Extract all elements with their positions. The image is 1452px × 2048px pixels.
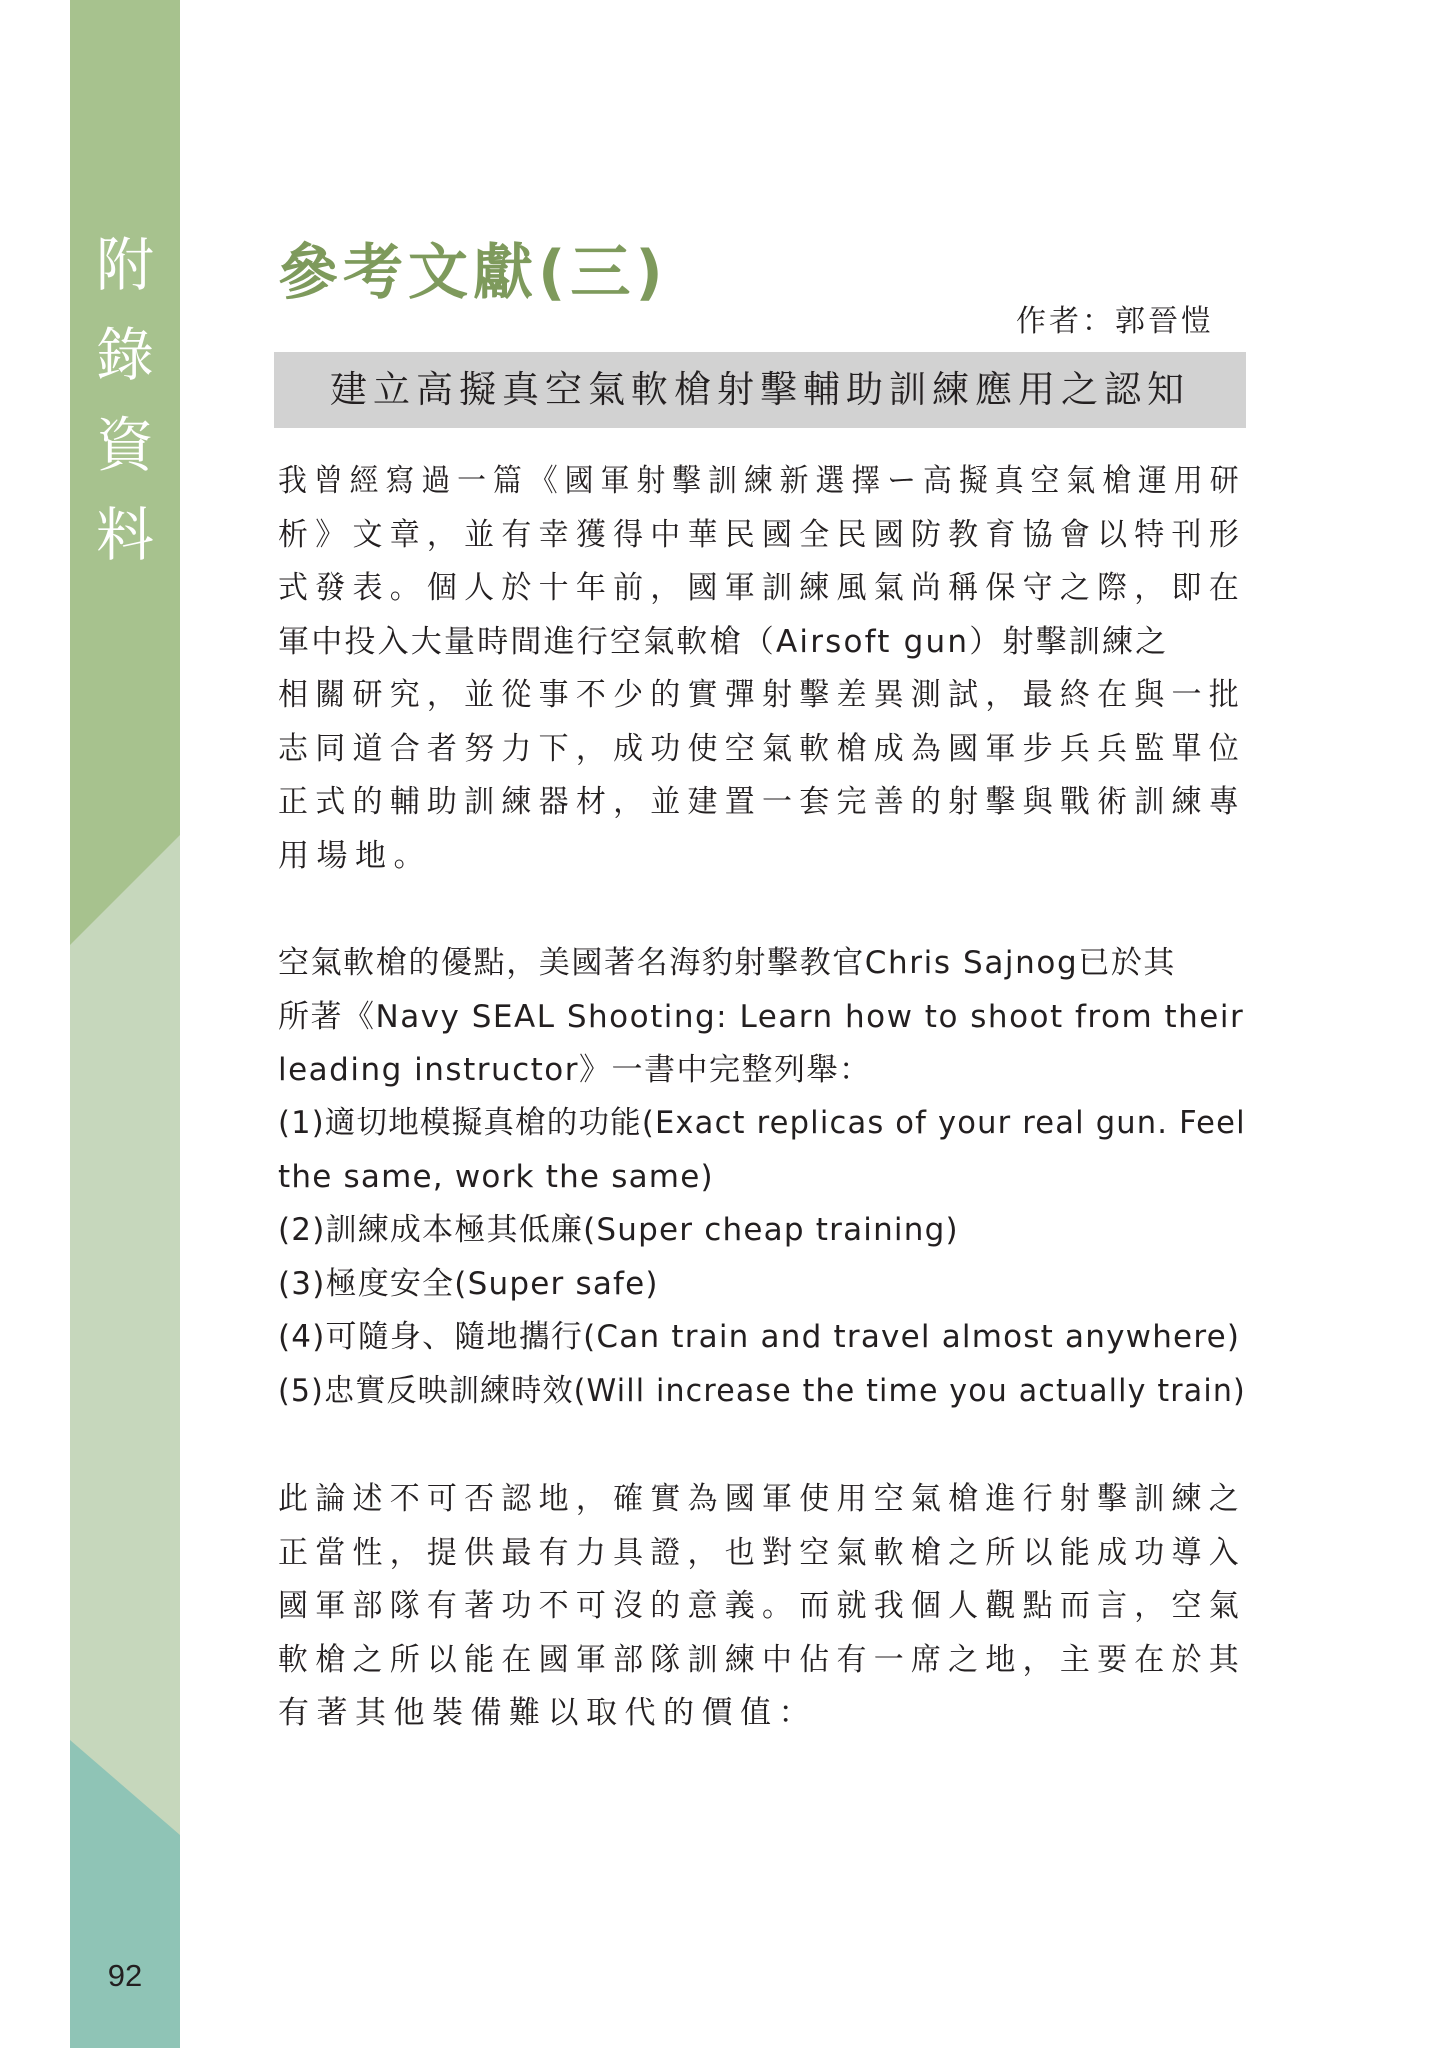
text-line: 正當性，提供最有力具證，也對空氣軟槍之所以能成功導入: [278, 1534, 1246, 1571]
subtitle-banner: [274, 352, 1246, 428]
list-item-continuation: the same, work the same): [278, 1158, 714, 1195]
text-line: 所著《Navy SEAL Shooting: Learn how to shoot from their: [278, 998, 1245, 1035]
section-char: 附: [95, 231, 154, 299]
section-char: 資: [95, 411, 154, 479]
text-line: 有著其他裝備難以取代的價值：: [278, 1695, 817, 1731]
section-label: [70, 220, 180, 580]
text-line: 相關研究，並從事不少的實彈射擊差異測試，最終在與一批: [278, 677, 1246, 713]
list-item: (2)訓練成本極其低廉(Super cheap training): [278, 1212, 959, 1248]
list-item: (3)極度安全(Super safe): [278, 1265, 659, 1302]
list-item: (4)可隨身、隨地攜行(Can train and travel almost anywhere): [278, 1319, 1241, 1355]
text-line: 此論述不可否認地，確實為國軍使用空氣槍進行射擊訓練之: [278, 1481, 1246, 1517]
paragraph-1: [278, 455, 1246, 883]
paragraph-3: [278, 1473, 1246, 1741]
text-line: 志同道合者努力下，成功使空氣軟槍成為國軍步兵兵監單位: [278, 730, 1246, 767]
article-subtitle: 建立高擬真空氣軟槍射擊輔助訓練應用之認知: [330, 368, 1190, 411]
author-line: 作者：郭晉愷: [1016, 304, 1214, 339]
advantages-list: [278, 1097, 1246, 1418]
section-sidebar: [70, 0, 180, 2048]
page-number: 92: [107, 1958, 143, 1993]
text-line: 析》文章，並有幸獲得中華民國全民國防教育協會以特刊形: [278, 516, 1246, 553]
section-char: 料: [95, 501, 154, 569]
text-line: 國軍部隊有著功不可沒的意義。而就我個人觀點而言，空氣: [278, 1588, 1246, 1624]
text-line: 軍中投入大量時間進行空氣軟槍（Airsoft gun）射擊訓練之: [278, 623, 1169, 660]
text-line: 我曾經寫過一篇《國軍射擊訓練新選擇ー高擬真空氣槍運用研: [278, 463, 1246, 499]
text-line: 用場地。: [278, 837, 432, 874]
section-char: 錄: [95, 321, 154, 389]
page-title: 參考文獻(三): [278, 238, 668, 308]
text-line: 式發表。個人於十年前，國軍訓練風氣尚稱保守之際，即在: [278, 570, 1246, 606]
text-line: 軟槍之所以能在國軍部隊訓練中佔有一席之地，主要在於其: [278, 1641, 1246, 1678]
paragraph-2: [278, 937, 1246, 1098]
text-line: 正式的輔助訓練器材，並建置一套完善的射擊與戰術訓練專: [278, 784, 1246, 820]
text-line: 空氣軟槍的優點，美國著名海豹射擊教官Chris Sajnog已於其: [278, 945, 1177, 981]
text-line: leading instructor》一書中完整列舉：: [278, 1052, 872, 1088]
list-item: (1)適切地模擬真槍的功能(Exact replicas of your real gun. Feel: [278, 1105, 1246, 1141]
list-item: (5)忠實反映訓練時效(Will increase the time you actually train): [278, 1372, 1246, 1409]
